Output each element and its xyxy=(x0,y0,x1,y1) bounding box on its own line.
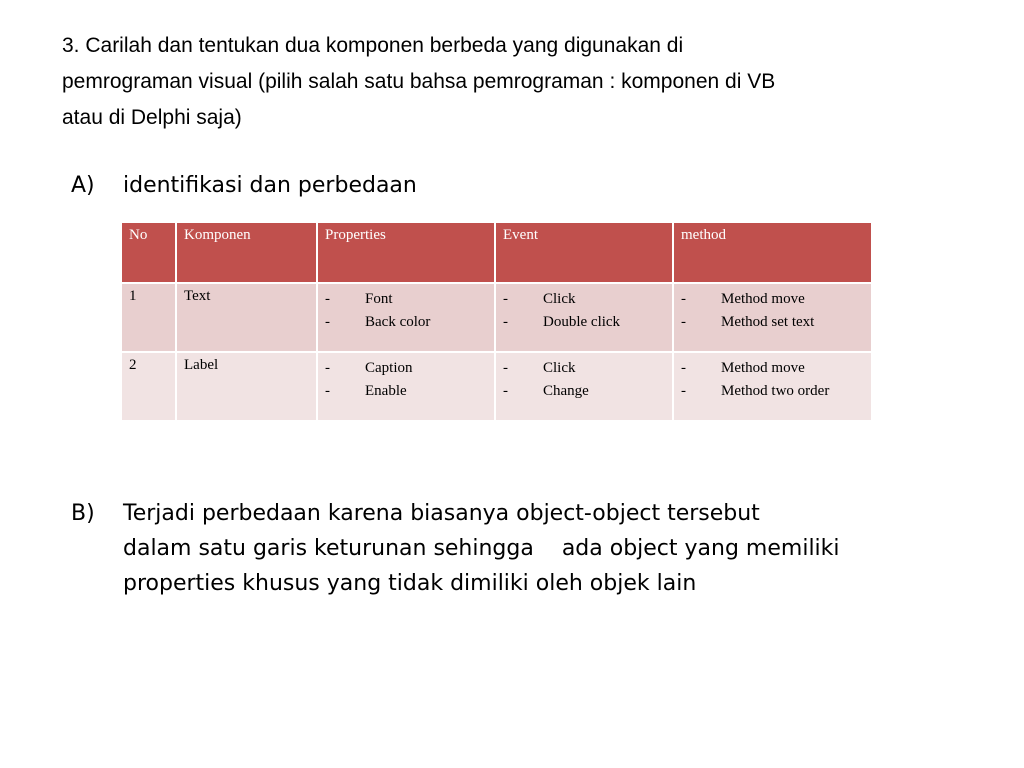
header-event: Event xyxy=(495,222,673,283)
cell-no: 1 xyxy=(121,283,176,352)
list-item: - Enable xyxy=(325,383,407,399)
point-b-line-3: properties khusus yang tidak dimiliki oleh objek lain xyxy=(123,571,697,596)
question-text xyxy=(62,28,962,136)
table-row xyxy=(121,352,872,421)
point-a-letter: A) xyxy=(71,173,95,198)
header-properties: Properties xyxy=(317,222,495,283)
cell-method xyxy=(673,283,872,352)
list-item: - Change xyxy=(503,383,589,399)
point-b-line-1: Terjadi perbedaan karena biasanya object-object tersebut xyxy=(123,501,760,526)
header-no: No xyxy=(121,222,176,283)
cell-properties xyxy=(317,283,495,352)
list-item: - Caption xyxy=(325,360,413,376)
cell-method xyxy=(673,352,872,421)
cell-event xyxy=(495,283,673,352)
list-item: - Font xyxy=(325,291,393,307)
question-line-2: pemrograman visual (pilih salah satu bahsa pemrograman : komponen di VB xyxy=(62,70,776,93)
cell-event xyxy=(495,352,673,421)
header-komponen: Komponen xyxy=(176,222,317,283)
list-item: - Method move xyxy=(681,291,805,307)
cell-komponen: Label xyxy=(176,352,317,421)
list-item: - Click xyxy=(503,291,576,307)
header-method: method xyxy=(673,222,872,283)
list-item: - Method set text xyxy=(681,314,815,330)
list-item: - Method move xyxy=(681,360,805,376)
cell-properties xyxy=(317,352,495,421)
point-a-text: identifikasi dan perbedaan xyxy=(123,173,417,198)
list-item: - Back color xyxy=(325,314,431,330)
question-line-3: atau di Delphi saja) xyxy=(62,106,242,129)
list-item: - Click xyxy=(503,360,576,376)
table-row xyxy=(121,283,872,352)
component-table xyxy=(120,221,873,422)
list-item: - Double click xyxy=(503,314,621,330)
cell-no: 2 xyxy=(121,352,176,421)
table-header-row xyxy=(121,222,872,283)
question-line-1: 3. Carilah dan tentukan dua komponen berbeda yang digunakan di xyxy=(62,34,684,57)
point-b-letter: B) xyxy=(71,501,95,526)
list-item: - Method two order xyxy=(681,383,830,399)
point-b-text xyxy=(123,496,840,601)
point-b-line-2: dalam satu garis keturunan sehingga ada object yang memiliki xyxy=(123,536,840,561)
cell-komponen: Text xyxy=(176,283,317,352)
